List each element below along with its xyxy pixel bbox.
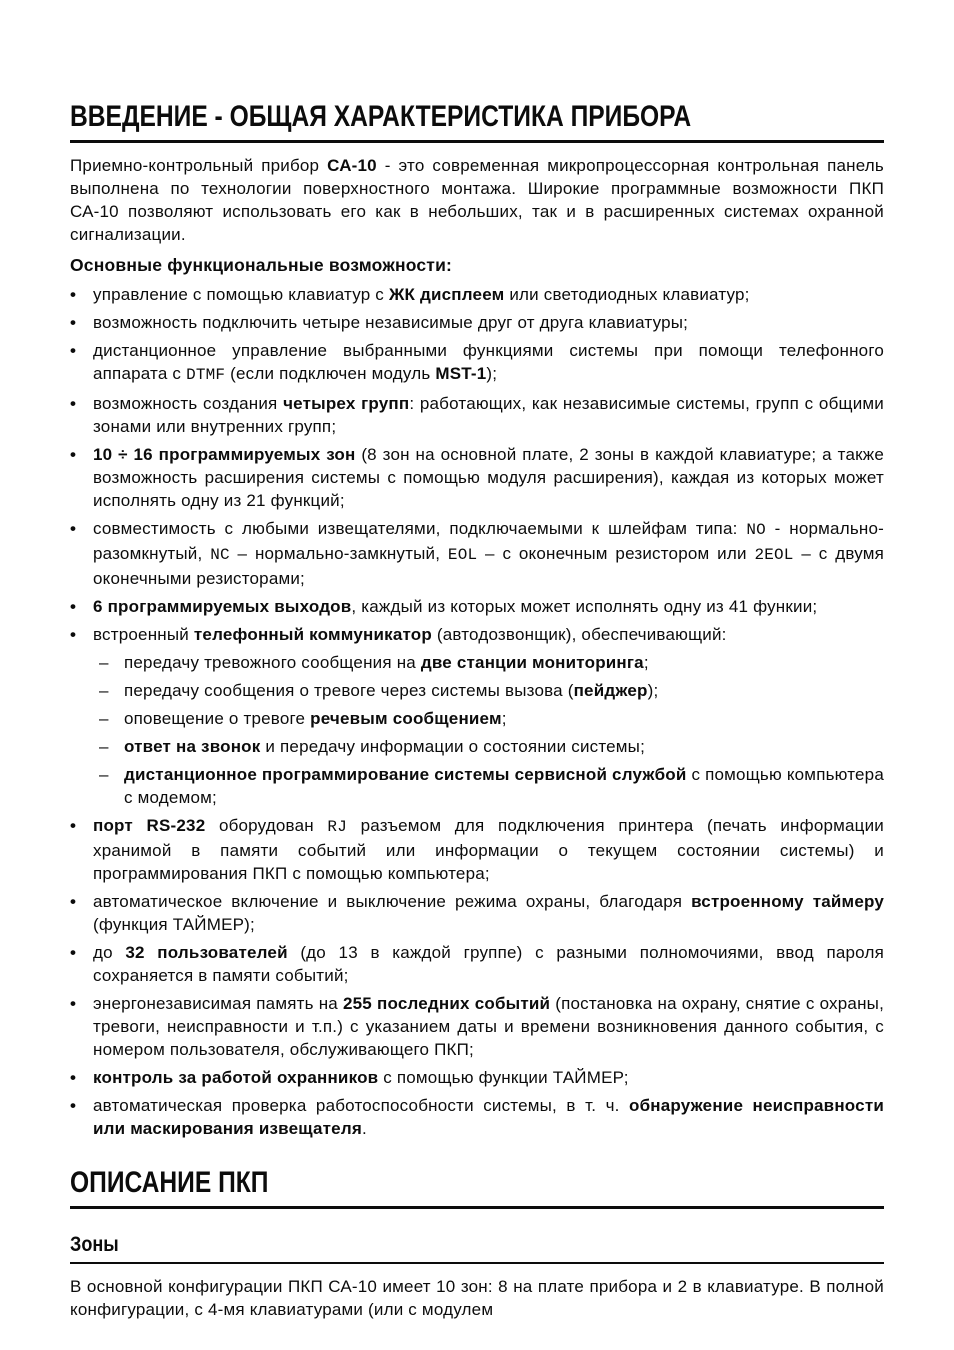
- list-item: [70, 707, 884, 730]
- text-segment: (если подключен модуль: [225, 364, 436, 383]
- bold-text: ЖК дисплеем: [388, 285, 505, 304]
- list-item-text: [93, 623, 884, 646]
- text-segment: (8 зон на основной плате, 2 зоны в каждой клавиатуре; а также возможность расширения системы с помощью модуля расширения), каждая из которых может исполнять одну из 21 функций;: [93, 445, 884, 510]
- text-segment: оповещение о тревоге: [124, 709, 311, 728]
- bold-text: 255 последних событий: [343, 994, 551, 1013]
- zones-paragraph: [70, 1275, 884, 1321]
- text-segment: - это современная микропроцессорная контрольная панель выполнена по технологии поверхностного монтажа. Широкие программные возможности ПКП СА-10 позволяют использовать его как в небольших, так и в расширенных системах охранной сигнализации.: [70, 156, 884, 244]
- bullet-icon: •: [70, 1096, 77, 1115]
- bullet-icon: •: [70, 519, 77, 538]
- list-item: [70, 283, 884, 306]
- list-item: [70, 890, 884, 936]
- list-item: [70, 941, 884, 987]
- bold-text: MST-1: [435, 364, 487, 383]
- text-segment: возможность создания: [93, 394, 284, 413]
- text-segment: (автодозвонщик), обеспечивающий:: [431, 625, 727, 644]
- bold-text: две станции мониторинга: [420, 653, 644, 672]
- list-item: [70, 1066, 884, 1089]
- list-item-text: [93, 992, 884, 1061]
- features-list: [70, 283, 884, 1140]
- bold-text: 32 пользователей: [125, 943, 288, 962]
- text-segment: : работающих, как независимые системы, групп с общими зонами или внутренних групп;: [93, 394, 884, 436]
- text-segment: встроенный: [93, 625, 194, 644]
- list-item: [70, 814, 884, 885]
- list-item: [70, 595, 884, 618]
- text-segment: );: [647, 681, 659, 700]
- bullet-icon: •: [70, 394, 77, 413]
- text-segment: разъемом для подключения принтера (печать информации хранимой в памяти событий или информации о текущем состоянии системы) и программирования ПКП с помощью компьютера;: [93, 816, 884, 883]
- text-segment: дистанционное управление выбранными функциями системы при помощи телефонного аппарата с: [93, 341, 884, 383]
- dash-icon: –: [99, 737, 109, 756]
- list-item: [70, 392, 884, 438]
- text-segment: Приемно-контрольный прибор: [70, 156, 328, 175]
- text-segment: автоматическая проверка работоспособности системы, в т. ч.: [93, 1096, 630, 1115]
- mono-text: NC: [210, 546, 230, 564]
- mono-text: EOL: [447, 546, 478, 564]
- section-title-introduction: ВВЕДЕНИЕ - ОБЩАЯ ХАРАКТЕРИСТИКА ПРИБОРА: [70, 100, 692, 133]
- list-item: [70, 735, 884, 758]
- list-item: [70, 517, 884, 590]
- text-segment: );: [486, 364, 498, 383]
- bullet-icon: •: [70, 597, 77, 616]
- bold-text: встроенному таймеру: [691, 892, 885, 911]
- bold-text: контроль за работой охранников: [93, 1068, 379, 1087]
- bold-text: обнаружение неисправности или маскирования извещателя: [93, 1096, 884, 1138]
- bullet-icon: •: [70, 943, 77, 962]
- text-segment: – с двумя оконечными резисторами;: [93, 544, 884, 588]
- bullet-icon: •: [70, 445, 77, 464]
- list-item-text: [93, 339, 884, 387]
- list-item-text: [93, 392, 884, 438]
- bullet-icon: •: [70, 1068, 77, 1087]
- text-segment: и передачу информации о состоянии системы;: [260, 737, 646, 756]
- title-underline: [70, 140, 884, 143]
- text-segment: ;: [643, 653, 649, 672]
- list-item-text: [124, 679, 884, 702]
- mono-text: DTMF: [186, 366, 226, 384]
- text-segment: с помощью функции ТАЙМЕР;: [378, 1068, 629, 1087]
- section-title-description: ОПИСАНИЕ ПКП: [70, 1166, 269, 1199]
- features-heading: Основные функциональные возможности:: [70, 255, 453, 275]
- text-segment: до: [93, 943, 126, 962]
- text-segment: ;: [501, 709, 507, 728]
- bold-text: 6 программируемых выходов: [93, 597, 352, 616]
- list-item-text: [93, 443, 884, 512]
- mono-text: NO: [746, 521, 766, 539]
- list-item-text: [93, 941, 884, 987]
- text-segment: оборудован: [205, 816, 328, 835]
- dash-icon: –: [99, 681, 109, 700]
- dash-icon: –: [99, 765, 109, 784]
- text-segment: возможность подключить четыре независимые друг от друга клавиатуры;: [93, 313, 689, 332]
- bold-text: речевым сообщением: [310, 709, 502, 728]
- list-item-text: [124, 651, 884, 674]
- bold-text: телефонный коммуникатор: [193, 625, 432, 644]
- text-segment: , каждый из которых может исполнять одну из 41 функии;: [351, 597, 818, 616]
- list-item-text: [124, 707, 884, 730]
- bold-text: ответ на звонок: [124, 737, 261, 756]
- bold-text: СА-10: [327, 156, 377, 175]
- list-item: [70, 339, 884, 387]
- list-item: [70, 992, 884, 1061]
- list-item: [70, 311, 884, 334]
- bold-text: четырех групп: [283, 394, 410, 413]
- text-segment: управление с помощью клавиатур с: [93, 285, 389, 304]
- text-segment: или светодиодных клавиатур;: [504, 285, 750, 304]
- bold-text: пейджер: [573, 681, 648, 700]
- bullet-icon: •: [70, 341, 77, 360]
- section2-underline: [70, 1206, 884, 1209]
- zones-underline: [70, 1262, 884, 1264]
- text-segment: передачу тревожного сообщения на: [124, 653, 421, 672]
- list-item: [70, 763, 884, 809]
- text-segment: автоматическое включение и выключение режима охраны, благодаря: [93, 892, 692, 911]
- list-item-text: [124, 763, 884, 809]
- list-item-text: [93, 517, 884, 590]
- list-item: [70, 679, 884, 702]
- text-segment: – нормально-замкнутый,: [229, 544, 448, 563]
- list-item-text: [93, 814, 884, 885]
- list-item-text: [93, 595, 884, 618]
- list-item-text: [93, 283, 884, 306]
- intro-paragraph: [70, 154, 884, 246]
- bullet-icon: •: [70, 313, 77, 332]
- text-segment: (до 13 в каждой группе) с разными полномочиями, ввод пароля сохраняется в памяти событий;: [93, 943, 884, 985]
- text-segment: (функция ТАЙМЕР);: [93, 915, 255, 934]
- bold-text: порт RS-232: [93, 816, 206, 835]
- bullet-icon: •: [70, 816, 77, 835]
- bullet-icon: •: [70, 625, 77, 644]
- mono-text: RJ: [327, 818, 347, 836]
- text-segment: - нормально-разомкнутый,: [93, 519, 884, 563]
- bullet-icon: •: [70, 994, 77, 1013]
- list-item-text: [93, 890, 884, 936]
- list-item-text: [93, 311, 884, 334]
- text-segment: с помощью компьютера с модемом;: [124, 765, 884, 807]
- bullet-icon: •: [70, 892, 77, 911]
- bold-text: дистанционное программирование системы сервисной службой: [124, 765, 687, 784]
- dash-icon: –: [99, 653, 109, 672]
- text-segment: (постановка на охрану, снятие с охраны, тревоги, неисправности и т.п.) с указанием даты и времени возникновения данного события, с номером пользователя, обслуживающего ПКП;: [93, 994, 884, 1059]
- text-segment: .: [361, 1119, 367, 1138]
- text-segment: энергонезависимая память на: [93, 994, 343, 1013]
- list-item: [70, 623, 884, 646]
- list-item-text: [93, 1094, 884, 1140]
- text-segment: В основной конфигурации ПКП СА-10 имеет 10 зон: 8 на плате прибора и 2 в клавиатуре. В полной конфигурации, с 4-мя клавиатурами (или с модулем: [70, 1277, 884, 1319]
- mono-text: 2EOL: [754, 546, 794, 564]
- list-item-text: [93, 1066, 884, 1089]
- dash-icon: –: [99, 709, 109, 728]
- text-segment: совместимость с любыми извещателями, подключаемыми к шлейфам типа:: [93, 519, 747, 538]
- list-item-text: [124, 735, 884, 758]
- bullet-icon: •: [70, 285, 77, 304]
- bold-text: 10 ÷ 16 программируемых зон: [93, 445, 356, 464]
- list-item: [70, 443, 884, 512]
- list-item: [70, 1094, 884, 1140]
- text-segment: – с оконечным резистором или: [477, 544, 755, 563]
- list-item: [70, 651, 884, 674]
- subsection-title-zones: Зоны: [70, 1233, 119, 1256]
- text-segment: передачу сообщения о тревоге через системы вызова (: [124, 681, 574, 700]
